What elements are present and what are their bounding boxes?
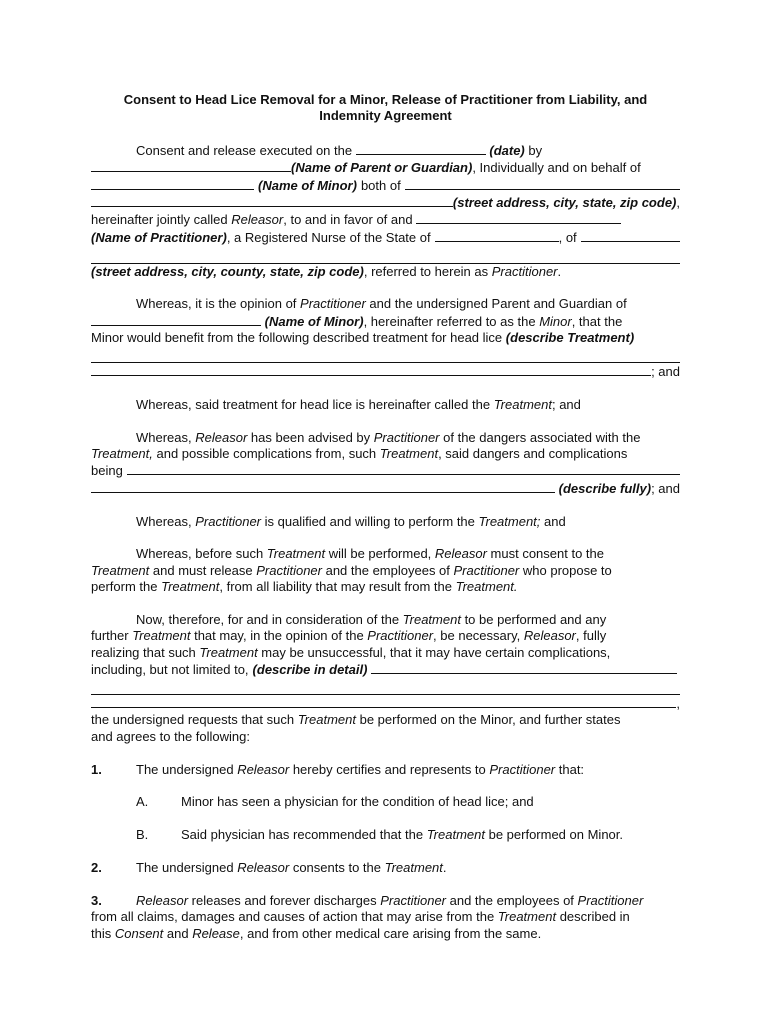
now-line-8 [91, 729, 680, 745]
complications-field-2[interactable] [91, 679, 680, 695]
practitioner-term: Practitioner [453, 562, 520, 578]
comma-text: , [676, 696, 680, 712]
describe-fully-label: (describe fully) [558, 480, 652, 496]
now-line-6 [91, 695, 680, 712]
whereas-1-pre: Whereas, it is the opinion of [136, 296, 301, 312]
address-field-2[interactable] [91, 194, 453, 207]
that-the-text: , that the [571, 313, 623, 329]
whereas-1-line-2 [91, 313, 680, 330]
period-text: . [513, 579, 518, 595]
and-text: ; and [651, 364, 680, 380]
hereinafter-text: hereinafter jointly called [91, 212, 232, 228]
item-1b-pre: Said physician has recommended that the [181, 827, 427, 843]
intro-line-1 [91, 142, 680, 159]
requests-text: the undersigned requests that such [91, 712, 298, 728]
parent-label: (Name of Parent or Guardian) [291, 160, 473, 176]
possible-text: and possible complications from, such [152, 446, 380, 462]
minor-label-2: (Name of Minor) [264, 313, 364, 329]
releasor-term: Releasor [136, 892, 189, 908]
document-title: Consent to Head Lice Removal for a Minor, Release of Practitioner from Liability, and Indemnity Agreement [123, 92, 648, 124]
treatment-term: Treatment [497, 909, 557, 925]
whereas-1-paragraph [91, 296, 680, 380]
qualified-text: is qualified and willing to perform the [261, 513, 479, 529]
releasor-term: Releasor [237, 761, 290, 777]
dangers-field-1[interactable] [127, 462, 680, 475]
intro-line-6 [91, 229, 680, 246]
whereas-2-pre: Whereas, said treatment for head lice is hereinafter called the [136, 396, 494, 412]
whereas-1-post: and the undersigned Parent and Guardian of [365, 296, 627, 312]
practitioner-term: Practitioner [489, 761, 556, 777]
item-2-pre: The undersigned [136, 860, 238, 876]
being-text: being [91, 463, 123, 479]
item-3-releases-text: releases and forever discharges [188, 892, 381, 908]
treatment-term: Treatment [379, 446, 439, 462]
minor-name-field-2[interactable] [91, 313, 261, 326]
describe-detail-label: (describe in detail) [252, 662, 368, 678]
minor-label: (Name of Minor) [258, 177, 357, 193]
whereas-5-line-2 [91, 563, 680, 579]
item-2-number: 2. [91, 860, 102, 876]
registered-nurse-text: , a Registered Nurse of the State of [226, 229, 431, 245]
item-1-pre: The undersigned [136, 761, 238, 777]
releasor-term: Releasor [434, 546, 487, 562]
state-field[interactable] [435, 229, 559, 242]
item-3 [91, 893, 680, 942]
and-text: and [163, 925, 193, 941]
releasor-term: Releasor [231, 212, 284, 228]
item-1a-text: Minor has seen a physician for the condition of head lice; and [181, 794, 534, 810]
item-1 [91, 762, 680, 778]
treatment-term: Treatment [91, 562, 150, 578]
treatment-term: Treatment [199, 644, 258, 660]
whereas-2-post: ; and [551, 396, 581, 412]
treatment-term: Treatment [455, 579, 514, 595]
treatment-term: Treatment [132, 628, 191, 644]
treatment-term: Treatment [402, 612, 461, 628]
releasor-term: Releasor [195, 429, 248, 445]
whereas-3-pre: Whereas, [136, 429, 196, 445]
address-field-1[interactable] [405, 177, 680, 190]
item-3-line-3 [91, 926, 680, 942]
treatment-term: Treatment [426, 827, 485, 843]
intro-line-8 [91, 264, 680, 280]
whereas-3-line-1 [91, 430, 680, 446]
item-1b [136, 827, 680, 843]
item-3-line-1 [91, 893, 680, 909]
whereas-3-line-3 [91, 462, 680, 479]
benefit-text: Minor would benefit from the following described treatment for head lice [91, 330, 503, 346]
this-text: this [91, 925, 115, 941]
releasor-term: Releasor [237, 860, 290, 876]
practitioner-term: Practitioner [491, 263, 558, 279]
perform-text: perform the [91, 579, 162, 595]
dangers-field-2[interactable] [91, 480, 555, 493]
item-3-claims-text: from all claims, damages and causes of action that may arise from the [91, 909, 498, 925]
address-label: (street address, city, state, zip code) [452, 195, 677, 211]
unsuccessful-text: may be unsuccessful, that it may have certain complications, [257, 644, 611, 660]
now-line-3 [91, 645, 680, 661]
treatment-description-field-2[interactable] [91, 363, 651, 376]
whereas-1-line-5 [91, 363, 680, 380]
intro-executed-text: Consent and release executed on the [136, 142, 353, 158]
complications-field-3[interactable] [91, 695, 676, 708]
period-text: . [442, 860, 447, 876]
whereas-3-paragraph [91, 430, 680, 498]
who-propose-text: who propose to [519, 562, 612, 578]
opinion-text: that may, in the opinion of the [190, 628, 368, 644]
releasor-term: Releasor [523, 628, 576, 644]
treatment-term: Treatment [384, 860, 443, 876]
whereas-1-line-3 [91, 330, 680, 346]
whereas-3-line-2 [91, 446, 680, 462]
whereas-1-line-1 [91, 296, 680, 312]
practitioner-term: Practitioner [373, 429, 440, 445]
and-text: ; and [651, 480, 680, 496]
comma-text: , [676, 195, 680, 211]
whereas-5-line-3 [91, 579, 680, 595]
item-1a-letter: A. [136, 794, 149, 810]
treatment-term: Treatment [493, 396, 552, 412]
both-of-text: both of [360, 177, 401, 193]
item-2 [91, 860, 680, 876]
minor-term: Minor [539, 313, 572, 329]
realizing-text: realizing that such [91, 644, 200, 660]
by-text: by [528, 142, 543, 158]
treatment-term: Treatment [266, 546, 326, 562]
intro-paragraph [91, 142, 680, 280]
practitioner-term: Practitioner [380, 892, 446, 908]
employees-text: and the employees of [321, 562, 454, 578]
hereinafter-minor-text: , hereinafter referred to as the [363, 313, 540, 329]
date-label: (date) [489, 142, 525, 158]
treatment-term: Treatment; [478, 513, 541, 529]
whereas-5-pre: Whereas, before such [136, 546, 267, 562]
whereas-5-line-1 [91, 546, 680, 562]
further-states-text: be performed on the Minor, and further states [355, 712, 621, 728]
whereas-4-pre: Whereas, [136, 513, 196, 529]
item-1a [136, 794, 680, 810]
must-release-text: and must release [149, 562, 257, 578]
necessary-text: , be necessary, [433, 628, 524, 644]
whereas-5-paragraph [91, 546, 680, 595]
advised-text: has been advised by [247, 429, 374, 445]
referred-text: , referred to herein as [363, 263, 492, 279]
and-text: and [540, 513, 566, 529]
item-2-mid: consents to the [289, 860, 385, 876]
item-1-number: 1. [91, 761, 102, 777]
intro-line-3 [91, 177, 680, 194]
treatment-description-field-1[interactable] [91, 347, 680, 363]
agrees-text: and agrees to the following: [91, 728, 250, 744]
said-dangers-text: , said dangers and complications [438, 446, 628, 462]
complications-field-1[interactable] [371, 661, 677, 674]
item-3-number: 3. [91, 892, 102, 908]
dangers-text: of the dangers associated with the [439, 429, 641, 445]
now-line-7 [91, 712, 680, 728]
practitioner-term: Practitioner [195, 513, 261, 529]
item-3-line-2 [91, 909, 680, 925]
consent-term: Consent [114, 925, 164, 941]
liability-text: , from all liability that may result from the [219, 579, 456, 595]
item-1-mid: hereby certifies and represents to [289, 761, 490, 777]
intro-line-5 [91, 211, 680, 228]
now-pre: Now, therefore, for and in consideration of the [136, 612, 403, 628]
period-text: . [557, 263, 562, 279]
whereas-3-line-4 [91, 480, 680, 497]
treatment-term: Treatment, [91, 446, 153, 462]
describe-treatment-label: (describe Treatment) [505, 330, 635, 346]
item-1b-post: be performed on Minor. [484, 827, 624, 843]
further-text: further [91, 628, 133, 644]
item-3-end-text: , and from other medical care arising from the same. [239, 925, 542, 941]
treatment-term: Treatment [161, 579, 220, 595]
fully-text: , fully [575, 628, 607, 644]
whereas-4-paragraph [91, 514, 680, 530]
now-line-1 [91, 612, 680, 628]
now-line-4 [91, 661, 680, 678]
treatment-term: Treatment [297, 712, 356, 728]
practitioner-term: Practitioner [300, 296, 366, 312]
release-term: Release [192, 925, 240, 941]
practitioner-address-field[interactable] [91, 247, 680, 263]
individually-text: , Individually and on behalf of [472, 160, 641, 176]
now-line-2 [91, 628, 680, 644]
address-label-2: (street address, city, county, state, zip code) [91, 263, 364, 279]
item-1-post: that: [555, 761, 585, 777]
including-text: including, but not limited to, [91, 662, 249, 678]
described-in-text: described in [556, 909, 630, 925]
now-therefore-paragraph [91, 612, 680, 745]
practitioner-term: Practitioner [256, 562, 322, 578]
must-consent-text: must consent to the [486, 546, 605, 562]
favor-text: , to and in favor of and [283, 212, 413, 228]
to-be-performed-text: to be performed and any [460, 612, 607, 628]
whereas-2-paragraph [91, 397, 680, 413]
practitioner-location-field[interactable] [581, 229, 680, 242]
parent-name-field[interactable] [91, 159, 291, 172]
item-3-employees-text: and the employees of [446, 892, 578, 908]
item-1b-letter: B. [136, 827, 149, 843]
practitioner-name-label: (Name of Practitioner) [91, 229, 227, 245]
practitioner-term: Practitioner [577, 892, 644, 908]
will-be-performed-text: will be performed, [325, 546, 435, 562]
date-field[interactable] [356, 142, 486, 155]
of-text: , of [558, 229, 577, 245]
intro-line-4 [91, 194, 680, 211]
practitioner-name-field[interactable] [416, 211, 621, 224]
practitioner-term: Practitioner [367, 628, 434, 644]
intro-line-2 [91, 159, 680, 176]
minor-name-field[interactable] [91, 177, 254, 190]
